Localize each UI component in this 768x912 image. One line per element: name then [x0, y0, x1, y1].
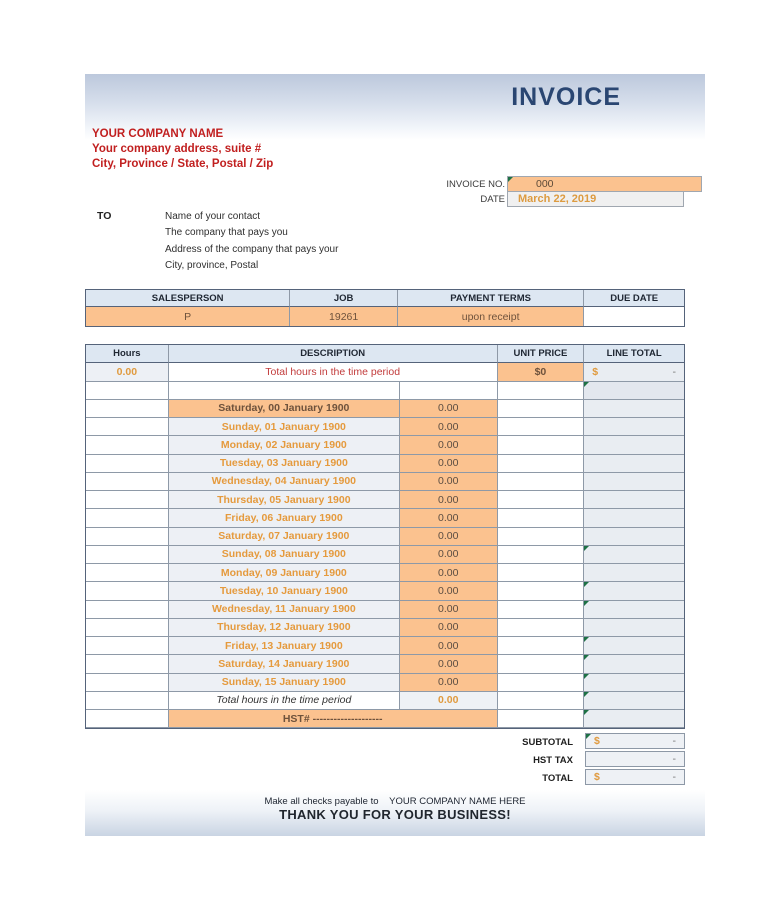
- hours-cell[interactable]: [86, 710, 169, 728]
- unit-price-cell[interactable]: [498, 692, 585, 710]
- hours-cell[interactable]: [86, 655, 169, 673]
- date-label-cell[interactable]: Wednesday, 11 January 1900: [169, 601, 400, 619]
- date-field[interactable]: March 22, 2019: [507, 191, 684, 207]
- total-hours-cell[interactable]: 0.00: [86, 363, 169, 381]
- footer-band: [85, 790, 705, 836]
- day-hours-cell[interactable]: 0.00: [400, 418, 498, 436]
- unit-price-cell[interactable]: [498, 455, 585, 473]
- timesheet-row: [86, 455, 684, 473]
- line-total-cell[interactable]: [584, 582, 684, 600]
- day-hours-cell[interactable]: 0.00: [400, 473, 498, 491]
- timesheet-row: [86, 601, 684, 619]
- date-label-cell[interactable]: Sunday, 01 January 1900: [169, 418, 400, 436]
- period-total-row: [86, 692, 684, 710]
- date-label-cell[interactable]: Thursday, 05 January 1900: [169, 491, 400, 509]
- value-cell[interactable]: [400, 382, 498, 400]
- hst-number-cell[interactable]: HST# --------------------: [169, 710, 498, 728]
- hours-cell[interactable]: [86, 400, 169, 418]
- date-label-cell[interactable]: Thursday, 12 January 1900: [169, 619, 400, 637]
- timesheet-row: [86, 619, 684, 637]
- day-hours-cell[interactable]: 0.00: [400, 582, 498, 600]
- day-hours-cell[interactable]: 0.00: [400, 509, 498, 527]
- date-label-cell[interactable]: Saturday, 00 January 1900: [169, 400, 400, 418]
- line-total-cell[interactable]: [584, 674, 684, 692]
- unit-price-header: UNIT PRICE: [498, 345, 585, 363]
- contact-company[interactable]: The company that pays you: [165, 227, 288, 239]
- line-total-cell[interactable]: [584, 637, 684, 655]
- unit-price-cell[interactable]: $0: [498, 363, 585, 381]
- hours-cell[interactable]: [86, 436, 169, 454]
- line-total-cell[interactable]: [584, 655, 684, 673]
- salesperson-header-row: [86, 290, 684, 307]
- unit-price-cell[interactable]: [498, 619, 585, 637]
- unit-price-cell[interactable]: [498, 546, 585, 564]
- hours-header: Hours: [86, 345, 169, 363]
- date-label-cell[interactable]: Monday, 02 January 1900: [169, 436, 400, 454]
- line-total-cell[interactable]: [584, 546, 684, 564]
- company-block: [92, 127, 273, 172]
- line-items-table: [85, 344, 685, 729]
- timesheet-row: [86, 418, 684, 436]
- salesperson-header: SALESPERSON: [86, 290, 290, 307]
- hours-cell[interactable]: [86, 619, 169, 637]
- date-label-cell[interactable]: Tuesday, 10 January 1900: [169, 582, 400, 600]
- currency-symbol: $: [594, 735, 600, 747]
- contact-address[interactable]: Address of the company that pays your: [165, 243, 339, 255]
- day-hours-cell[interactable]: 0.00: [400, 674, 498, 692]
- timesheet-row: [86, 582, 684, 600]
- day-hours-cell[interactable]: 0.00: [400, 436, 498, 454]
- day-hours-cell[interactable]: 0.00: [400, 528, 498, 546]
- line-total-header: LINE TOTAL: [584, 345, 684, 363]
- unit-price-cell[interactable]: [498, 400, 585, 418]
- company-name: YOUR COMPANY NAME: [92, 128, 224, 140]
- contact-city[interactable]: City, province, Postal: [165, 259, 259, 271]
- description-cell[interactable]: [169, 382, 400, 400]
- line-total-cell[interactable]: [584, 491, 684, 509]
- unit-price-cell[interactable]: [498, 509, 585, 527]
- contact-name[interactable]: Name of your contact: [165, 211, 261, 222]
- hst-tax-label: HST TAX: [533, 755, 573, 766]
- unit-price-cell[interactable]: [498, 418, 585, 436]
- day-hours-cell[interactable]: 0.00: [400, 564, 498, 582]
- line-total-cell[interactable]: [584, 382, 684, 400]
- hours-cell[interactable]: [86, 601, 169, 619]
- timesheet-row: [86, 564, 684, 582]
- summary-description-cell[interactable]: Total hours in the time period: [169, 363, 498, 381]
- hours-cell[interactable]: [86, 491, 169, 509]
- line-total-cell[interactable]: [584, 601, 684, 619]
- hours-cell[interactable]: [86, 382, 169, 400]
- line-total-cell[interactable]: [584, 619, 684, 637]
- invoice-no-field[interactable]: 000: [507, 176, 702, 192]
- invoice-no-label: INVOICE NO.: [446, 179, 505, 190]
- date-label-cell[interactable]: Friday, 13 January 1900: [169, 637, 400, 655]
- line-total-cell[interactable]: [584, 473, 684, 491]
- salesperson-table: [85, 289, 685, 327]
- payment-terms-header: PAYMENT TERMS: [398, 290, 584, 307]
- unit-price-cell[interactable]: [498, 637, 585, 655]
- date-label-cell[interactable]: Tuesday, 03 January 1900: [169, 455, 400, 473]
- checks-payable-note: [85, 796, 705, 807]
- unit-price-cell[interactable]: [498, 601, 585, 619]
- hours-cell[interactable]: [86, 528, 169, 546]
- hst-row: [86, 710, 684, 728]
- day-hours-cell[interactable]: 0.00: [400, 455, 498, 473]
- unit-price-cell[interactable]: [498, 436, 585, 454]
- line-total-cell[interactable]: [584, 528, 684, 546]
- day-hours-cell[interactable]: 0.00: [400, 491, 498, 509]
- unit-price-cell[interactable]: [498, 674, 585, 692]
- date-label-cell[interactable]: Wednesday, 04 January 1900: [169, 473, 400, 491]
- line-total-cell[interactable]: [584, 436, 684, 454]
- hst-tax-value-box[interactable]: [585, 751, 685, 767]
- currency-symbol: $: [594, 771, 600, 783]
- date-label-cell[interactable]: Saturday, 07 January 1900: [169, 528, 400, 546]
- day-hours-cell[interactable]: 0.00: [400, 637, 498, 655]
- hours-cell[interactable]: [86, 473, 169, 491]
- unit-price-cell[interactable]: [498, 491, 585, 509]
- unit-price-cell[interactable]: [498, 528, 585, 546]
- day-hours-cell[interactable]: 0.00: [400, 619, 498, 637]
- period-total-label[interactable]: Total hours in the time period: [169, 692, 400, 710]
- line-total-cell[interactable]: [584, 363, 684, 381]
- date-label: DATE: [480, 194, 505, 205]
- timesheet-row: [86, 546, 684, 564]
- date-label-cell[interactable]: Sunday, 15 January 1900: [169, 674, 400, 692]
- timesheet-row: [86, 400, 684, 418]
- date-label-cell[interactable]: Monday, 09 January 1900: [169, 564, 400, 582]
- currency-symbol: $: [592, 365, 599, 378]
- hours-cell[interactable]: [86, 455, 169, 473]
- job-value[interactable]: 19261: [290, 307, 398, 326]
- timesheet-row: [86, 637, 684, 655]
- hst-tax-value: -: [672, 753, 676, 765]
- line-total-cell[interactable]: [584, 418, 684, 436]
- subtotal-value: -: [672, 735, 676, 747]
- day-hours-cell[interactable]: 0.00: [400, 546, 498, 564]
- line-total-cell[interactable]: [584, 564, 684, 582]
- description-header: DESCRIPTION: [169, 345, 498, 363]
- date-label-cell[interactable]: Sunday, 08 January 1900: [169, 546, 400, 564]
- subtotal-value-box[interactable]: [585, 733, 685, 749]
- line-total-cell[interactable]: [584, 400, 684, 418]
- timesheet-row: [86, 509, 684, 527]
- line-items-header-row: [86, 345, 684, 363]
- day-hours-cell[interactable]: 0.00: [400, 601, 498, 619]
- hours-cell[interactable]: [86, 546, 169, 564]
- hours-cell[interactable]: [86, 637, 169, 655]
- hours-cell[interactable]: [86, 692, 169, 710]
- timesheet-row: [86, 491, 684, 509]
- hours-cell[interactable]: [86, 509, 169, 527]
- hours-cell[interactable]: [86, 582, 169, 600]
- period-total-value[interactable]: 0.00: [400, 692, 498, 710]
- timesheet-row: [86, 674, 684, 692]
- thank-you-message: THANK YOU FOR YOUR BUSINESS!: [279, 807, 511, 822]
- payable-company-name: YOUR COMPANY NAME HERE: [389, 796, 526, 807]
- hours-cell[interactable]: [86, 564, 169, 582]
- timesheet-row: [86, 655, 684, 673]
- unit-price-cell[interactable]: [498, 564, 585, 582]
- bill-to-block: [165, 209, 338, 274]
- total-value-box[interactable]: [585, 769, 685, 785]
- hours-cell[interactable]: [86, 418, 169, 436]
- total-label: TOTAL: [542, 773, 573, 784]
- line-total-cell[interactable]: [584, 509, 684, 527]
- salesperson-value[interactable]: P: [86, 307, 290, 326]
- job-header: JOB: [290, 290, 398, 307]
- unit-price-cell[interactable]: [498, 382, 585, 400]
- unit-price-cell[interactable]: [498, 473, 585, 491]
- line-total-value: -: [672, 365, 676, 378]
- hours-cell[interactable]: [86, 674, 169, 692]
- checks-payable-prefix: Make all checks payable to: [264, 796, 379, 807]
- payment-terms-value[interactable]: upon receipt: [398, 307, 584, 326]
- due-date-value[interactable]: [584, 307, 684, 326]
- timesheet-row: [86, 473, 684, 491]
- subtotal-label: SUBTOTAL: [522, 737, 573, 748]
- company-city: City, Province / State, Postal / Zip: [92, 158, 274, 170]
- due-date-header: DUE DATE: [584, 290, 684, 307]
- unit-price-cell[interactable]: [498, 710, 585, 728]
- page-title: INVOICE: [511, 83, 621, 111]
- timesheet-row: [86, 436, 684, 454]
- timesheet-row: [86, 528, 684, 546]
- unit-price-cell[interactable]: [498, 582, 585, 600]
- line-total-cell[interactable]: [584, 455, 684, 473]
- day-hours-cell[interactable]: 0.00: [400, 400, 498, 418]
- company-address: Your company address, suite #: [92, 143, 262, 155]
- date-label-cell[interactable]: Friday, 06 January 1900: [169, 509, 400, 527]
- day-hours-cell[interactable]: 0.00: [400, 655, 498, 673]
- total-value: -: [672, 771, 676, 783]
- bill-to-label: TO: [97, 210, 112, 222]
- date-label-cell[interactable]: Saturday, 14 January 1900: [169, 655, 400, 673]
- salesperson-value-row: [86, 307, 684, 326]
- summary-row: [86, 363, 684, 381]
- unit-price-cell[interactable]: [498, 655, 585, 673]
- empty-row: [86, 382, 684, 400]
- line-total-cell[interactable]: [584, 692, 684, 710]
- line-total-cell[interactable]: [584, 710, 684, 728]
